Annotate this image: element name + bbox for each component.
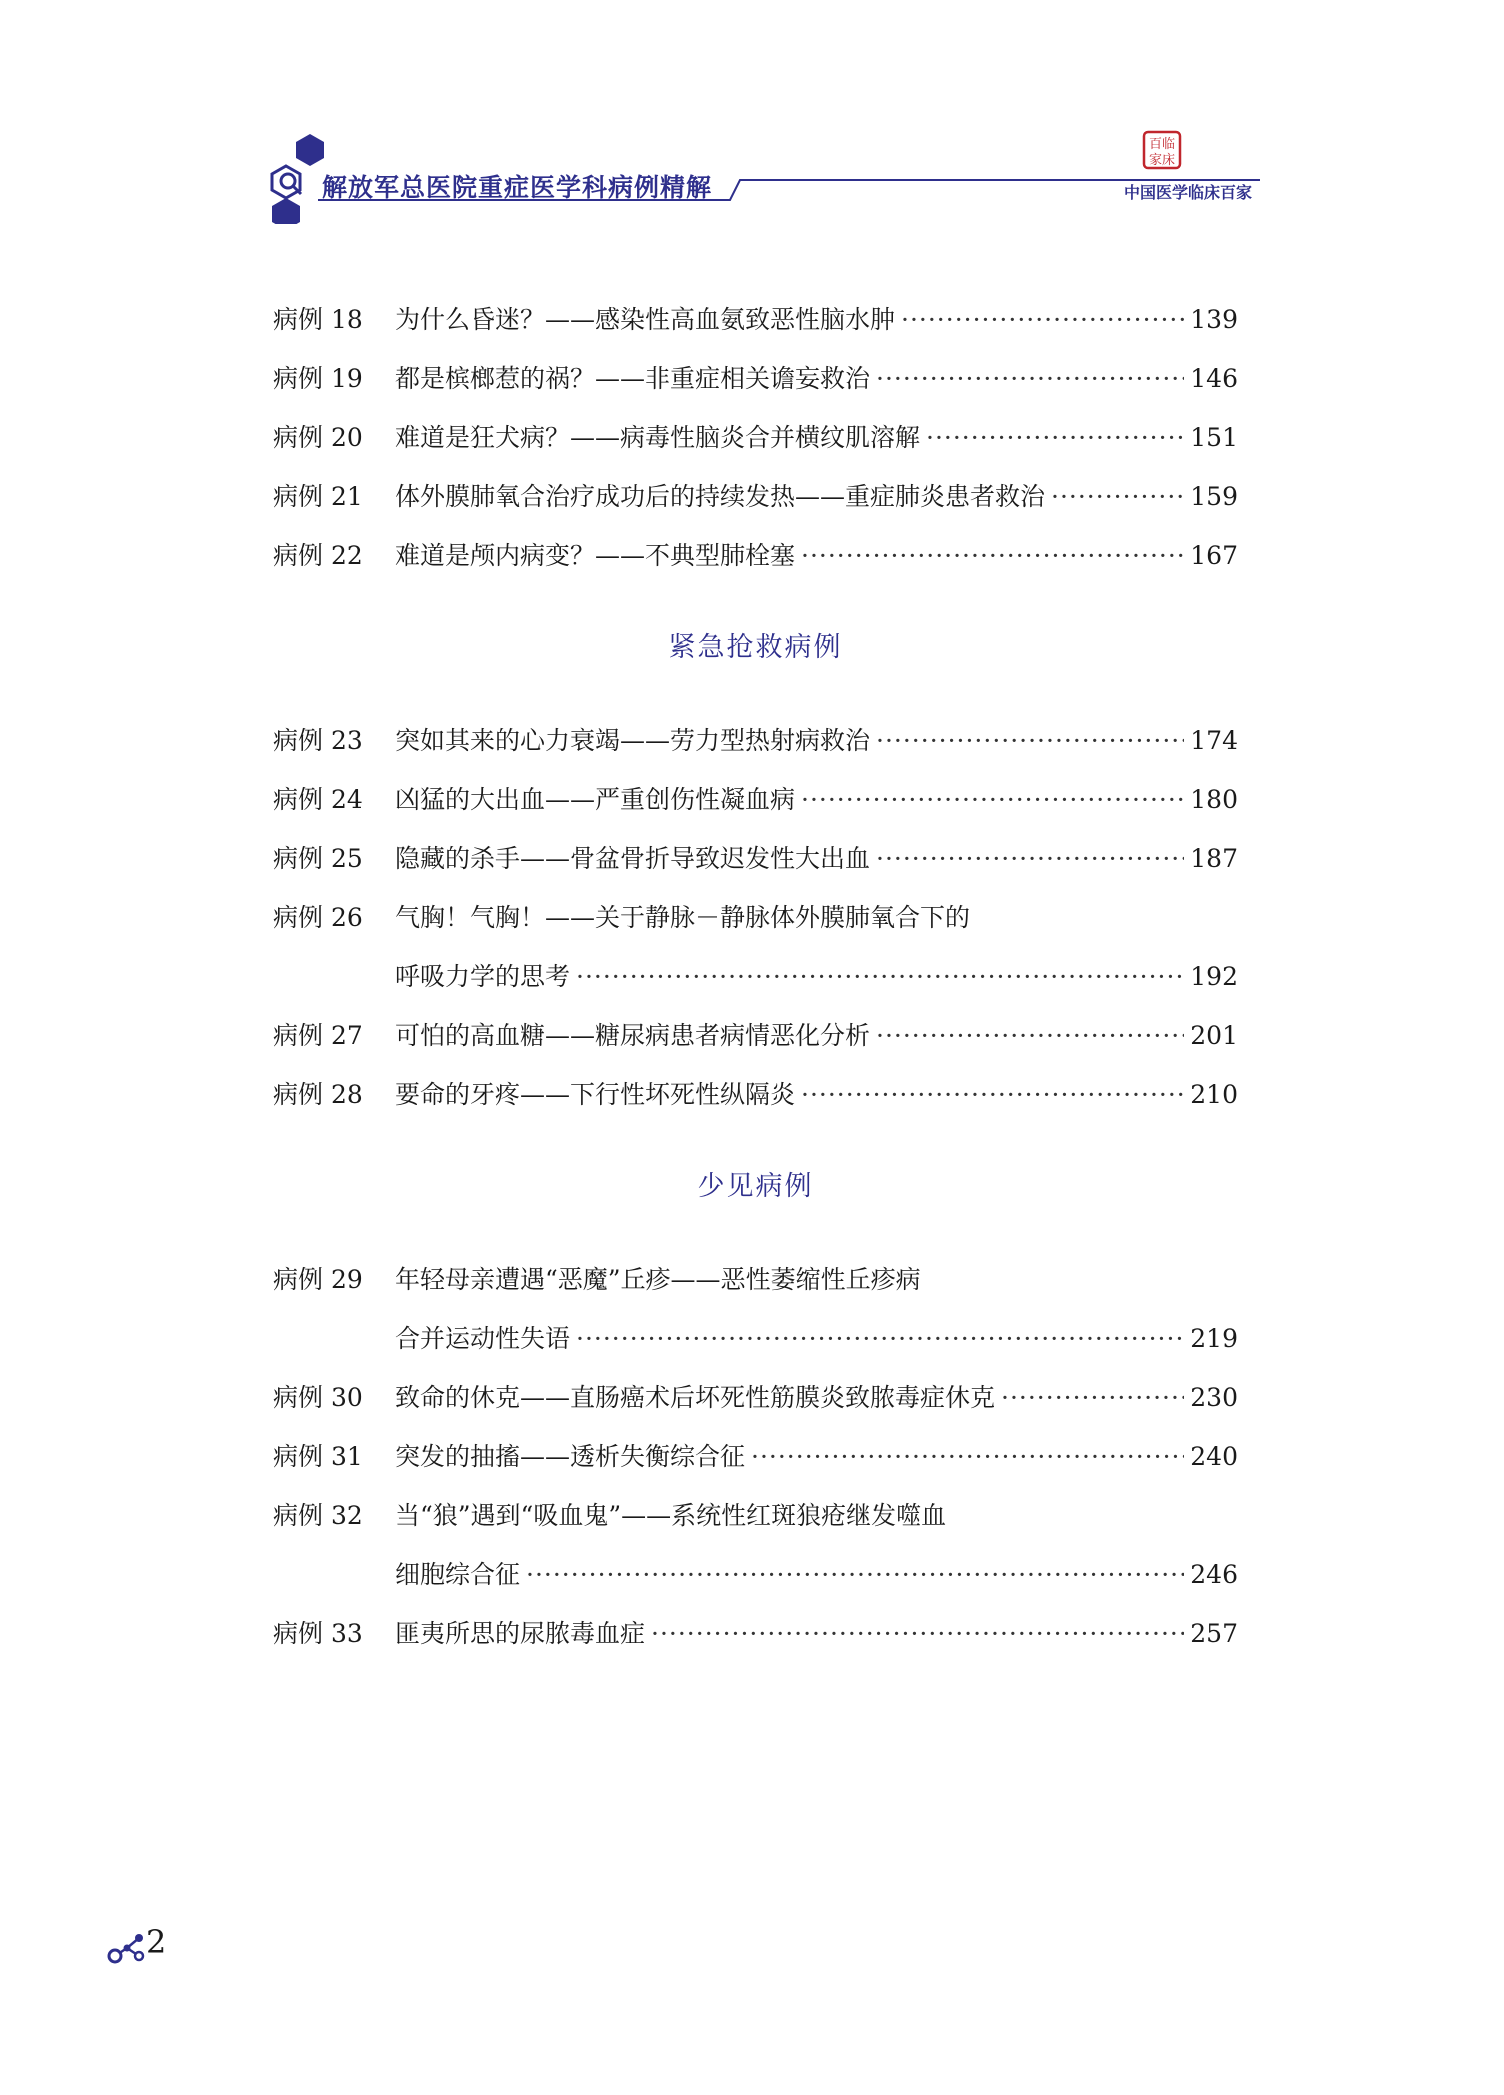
- case-title: 难道是狂犬病？——病毒性脑炎合并横纹肌溶解: [395, 423, 921, 452]
- seal-stamp-icon: [1142, 130, 1182, 170]
- page-number: 174: [1190, 726, 1238, 755]
- leader-dots: [651, 1604, 1184, 1663]
- toc-entry[interactable]: [273, 1427, 1238, 1486]
- case-number: 病例 24: [273, 785, 363, 814]
- page-number: 246: [1190, 1560, 1238, 1589]
- toc-section: [273, 1124, 1238, 1663]
- toc-entry[interactable]: [273, 290, 1238, 349]
- page-number: 240: [1190, 1442, 1238, 1471]
- toc-entry[interactable]: [273, 770, 1238, 829]
- molecule-icon: [107, 1928, 147, 1968]
- case-number: 病例 23: [273, 726, 363, 755]
- case-title: 匪夷所思的尿脓毒血症: [395, 1619, 646, 1648]
- case-number: 病例 21: [273, 482, 363, 511]
- case-title-continued: 合并运动性失语: [395, 1324, 571, 1353]
- case-number: 病例 19: [273, 364, 363, 393]
- leader-dots: [801, 1065, 1184, 1124]
- page-number: 151: [1190, 423, 1238, 452]
- toc-entry[interactable]: [273, 408, 1238, 467]
- case-title-continued: 呼吸力学的思考: [395, 962, 571, 991]
- toc-entry[interactable]: [273, 1006, 1238, 1065]
- case-number: 病例 20: [273, 423, 363, 452]
- toc-entry[interactable]: [273, 711, 1238, 770]
- toc-entry[interactable]: [273, 349, 1238, 408]
- page-number: 210: [1190, 1080, 1238, 1109]
- leader-dots: [526, 1545, 1184, 1604]
- case-number: 病例 22: [273, 541, 363, 570]
- case-number: 病例 32: [273, 1501, 363, 1530]
- case-title-continued: 细胞综合征: [395, 1560, 521, 1589]
- leader-dots: [926, 408, 1184, 467]
- leader-dots: [876, 711, 1184, 770]
- toc-entry[interactable]: [273, 1250, 1238, 1368]
- leader-dots: [576, 1309, 1184, 1368]
- case-title: 体外膜肺氧合治疗成功后的持续发热——重症肺炎患者救治: [395, 482, 1046, 511]
- toc-entry[interactable]: [273, 829, 1238, 888]
- case-number: 病例 27: [273, 1021, 363, 1050]
- section-heading: 少见病例: [697, 1171, 814, 1202]
- page-number: 180: [1190, 785, 1238, 814]
- leader-dots: [876, 1006, 1184, 1065]
- leader-dots: [576, 947, 1184, 1006]
- case-title: 气胸！气胸！——关于静脉－静脉体外膜肺氧合下的: [395, 903, 971, 932]
- section-heading: 紧急抢救病例: [668, 632, 843, 663]
- page-number: 146: [1190, 364, 1238, 393]
- leader-dots: [1001, 1368, 1184, 1427]
- leader-dots: [876, 349, 1184, 408]
- case-title: 可怕的高血糖——糖尿病患者病情恶化分析: [395, 1021, 871, 1050]
- page-number: 167: [1190, 541, 1238, 570]
- case-title: 难道是颅内病变？——不典型肺栓塞: [395, 541, 796, 570]
- page-number: 257: [1190, 1619, 1238, 1648]
- case-title: 为什么昏迷？——感染性高血氨致恶性脑水肿: [395, 305, 896, 334]
- leader-dots: [751, 1427, 1184, 1486]
- toc-section: [273, 290, 1238, 585]
- case-number: 病例 31: [273, 1442, 363, 1471]
- table-of-contents: [273, 290, 1238, 1663]
- leader-dots: [876, 829, 1184, 888]
- book-title: 解放军总医院重症医学科病例精解: [322, 173, 713, 202]
- toc-entry[interactable]: [273, 467, 1238, 526]
- leader-dots: [901, 290, 1184, 349]
- toc-entry[interactable]: [273, 1368, 1238, 1427]
- case-number: 病例 30: [273, 1383, 363, 1412]
- case-number: 病例 29: [273, 1265, 363, 1294]
- page-number: 187: [1190, 844, 1238, 873]
- svg-text:家床: 家床: [1148, 153, 1176, 168]
- page-number: 159: [1190, 482, 1238, 511]
- svg-text:百临: 百临: [1148, 137, 1176, 152]
- toc-section: [273, 585, 1238, 1124]
- case-number: 病例 18: [273, 305, 363, 334]
- case-title: 要命的牙疼——下行性坏死性纵隔炎: [395, 1080, 796, 1109]
- case-number: 病例 28: [273, 1080, 363, 1109]
- page-number: 192: [1190, 962, 1238, 991]
- toc-entry[interactable]: [273, 888, 1238, 1006]
- footer-page-number: 2: [146, 1923, 167, 1961]
- case-title: 隐藏的杀手——骨盆骨折导致迟发性大出血: [395, 844, 871, 873]
- case-title: 凶猛的大出血——严重创伤性凝血病: [395, 785, 796, 814]
- page-number: 230: [1190, 1383, 1238, 1412]
- case-title: 致命的休克——直肠癌术后坏死性筋膜炎致脓毒症休克: [395, 1383, 996, 1412]
- series-name: 中国医学临床百家: [1123, 183, 1252, 202]
- case-number: 病例 26: [273, 903, 363, 932]
- case-title: 年轻母亲遭遇“恶魔”丘疹——恶性萎缩性丘疹病: [395, 1265, 921, 1294]
- leader-dots: [1051, 467, 1184, 526]
- leader-dots: [801, 770, 1184, 829]
- leader-dots: [801, 526, 1184, 585]
- case-title: 都是槟榔惹的祸？——非重症相关谵妄救治: [395, 364, 871, 393]
- page-number: 219: [1190, 1324, 1238, 1353]
- case-number: 病例 33: [273, 1619, 363, 1648]
- toc-entry[interactable]: [273, 1486, 1238, 1604]
- case-title: 突如其来的心力衰竭——劳力型热射病救治: [395, 726, 871, 755]
- case-number: 病例 25: [273, 844, 363, 873]
- case-title: 当“狼”遇到“吸血鬼”——系统性红斑狼疮继发噬血: [395, 1501, 947, 1530]
- toc-entry[interactable]: [273, 1065, 1238, 1124]
- case-title: 突发的抽搐——透析失衡综合征: [395, 1442, 746, 1471]
- toc-entry[interactable]: [273, 1604, 1238, 1663]
- page-number: 201: [1190, 1021, 1238, 1050]
- toc-entry[interactable]: [273, 526, 1238, 585]
- page-number: 139: [1190, 305, 1238, 334]
